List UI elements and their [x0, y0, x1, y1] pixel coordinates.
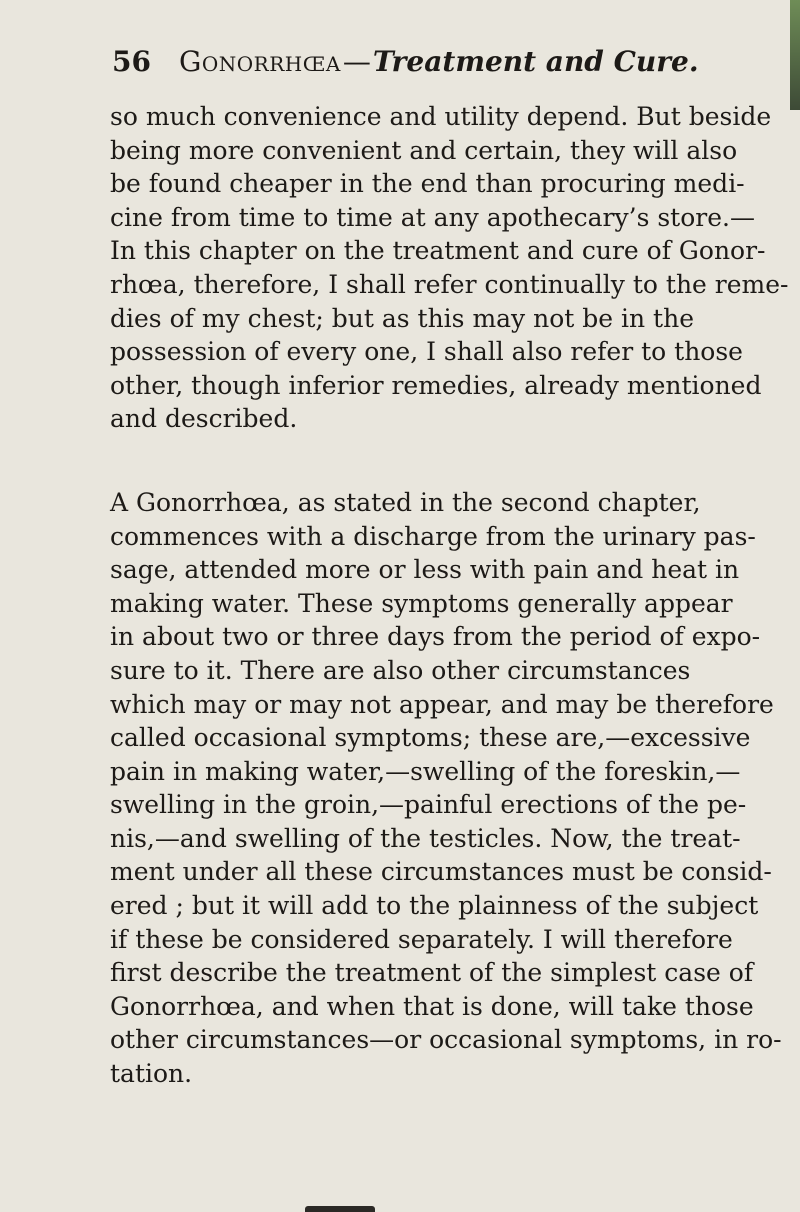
- text-line: rhœa, therefore, I shall refer continually to the reme-: [110, 269, 789, 299]
- text-line: In this chapter on the treatment and cure of Gonor-: [110, 236, 766, 266]
- text-line: Gonorrhœa, and when that is done, will take those: [110, 991, 754, 1021]
- page-edge-binding: [790, 0, 800, 110]
- text-line: so much convenience and utility depend. But beside: [110, 102, 772, 131]
- text-line: if these be considered separately. I will therefore: [110, 924, 733, 954]
- text-line: be found cheaper in the end than procuring medi-: [110, 169, 745, 199]
- text-line: other circumstances—or occasional symptoms, in ro-: [110, 1025, 782, 1055]
- section-title: Gonorrhœa: [178, 45, 341, 78]
- text-line: which may or may not appear, and may be therefore: [110, 689, 774, 719]
- text-line: sure to it. There are also other circumstances: [110, 655, 691, 685]
- text-line: in about two or three days from the period of expo-: [110, 622, 761, 652]
- paragraph-2: [110, 486, 800, 1091]
- text-line: called occasional symptoms; these are,—excessive: [110, 723, 751, 753]
- text-line: and described.: [110, 404, 298, 434]
- text-line: sage, attended more or less with pain and heat in: [110, 555, 740, 585]
- text-line: possession of every one, I shall also refer to those: [110, 337, 743, 367]
- text-line: tation.: [110, 1059, 193, 1089]
- text-line: ment under all these circumstances must be consid-: [110, 857, 772, 887]
- text-line: swelling in the groin,—painful erections of the pe-: [110, 790, 747, 820]
- page-header: [112, 42, 772, 82]
- paragraph-1: [110, 100, 800, 436]
- header-dash: —: [342, 45, 371, 78]
- text-line: A Gonorrhœa, as stated in the second chapter,: [110, 487, 701, 517]
- text-line: being more convenient and certain, they will also: [110, 135, 738, 165]
- text-line: first describe the treatment of the simplest case of: [110, 958, 754, 988]
- text-line: nis,—and swelling of the testicles. Now, the treat-: [110, 823, 741, 853]
- text-line: other, though inferior remedies, already mentioned: [110, 370, 762, 400]
- page-number: 56: [112, 45, 151, 78]
- paragraph-gap: [110, 436, 800, 486]
- text-line: ered ; but it will add to the plainness of the subject: [110, 891, 759, 921]
- text-line: dies of my chest; but as this may not be in the: [110, 303, 694, 333]
- bottom-edge-mark: [305, 1206, 375, 1212]
- running-title: Treatment and Cure.: [372, 45, 699, 78]
- text-line: making water. These symptoms generally appear: [110, 588, 733, 618]
- text-line: cine from time to time at any apothecary’s store.—: [110, 202, 755, 232]
- body-text: [110, 100, 800, 1091]
- text-line: commences with a discharge from the urinary pas-: [110, 521, 756, 551]
- text-line: pain in making water,—swelling of the foreskin,—: [110, 756, 741, 786]
